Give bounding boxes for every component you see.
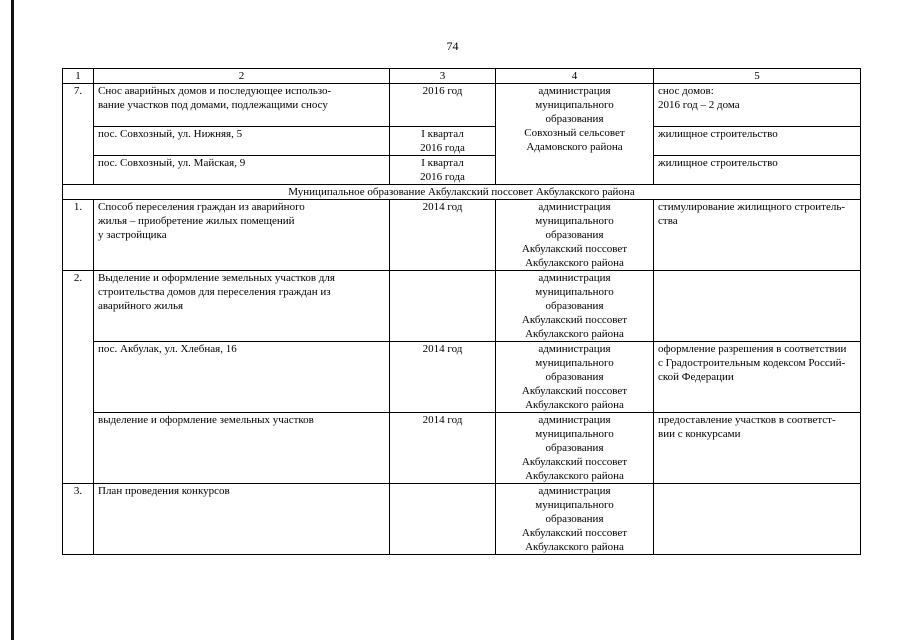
row-result: стимулирование жилищного строитель- ства (654, 200, 861, 271)
row-result: жилищное строительство (654, 156, 861, 185)
row-number: 7. (63, 84, 94, 185)
header-col-2: 2 (94, 69, 390, 84)
row-description: выделение и оформление земельных участков (94, 413, 390, 484)
row-responsible: администрация муниципального образования Акбулакский поссовет Акбулакского района (496, 200, 654, 271)
row-term: 2014 год (390, 342, 496, 413)
row-result: оформление разрешения в соответствии с Градостроительным кодексом Россий- ской Федерации (654, 342, 861, 413)
row-responsible: администрация муниципального образования Акбулакский поссовет Акбулакского района (496, 413, 654, 484)
row-term (390, 271, 496, 342)
row-description: Выделение и оформление земельных участков для строительства домов для переселения граждан из аварийного жилья (94, 271, 390, 342)
row-result (654, 271, 861, 342)
row-description: Снос аварийных домов и последующее использо- вание участков под домами, подлежащими сносу (94, 84, 390, 127)
table-row (63, 127, 861, 156)
row-description: Способ переселения граждан из аварийного жилья – приобретение жилых помещений у застройщика (94, 200, 390, 271)
header-col-4: 4 (496, 69, 654, 84)
row-result: предоставление участков в соответст- вии с конкурсами (654, 413, 861, 484)
program-table (62, 68, 861, 555)
row-responsible: администрация муниципального образования Совхозный сельсовет Адамовского района (496, 84, 654, 185)
row-description: пос. Совхозный, ул. Нижняя, 5 (94, 127, 390, 156)
row-result: снос домов: 2016 год – 2 дома (654, 84, 861, 127)
table-row (63, 156, 861, 185)
row-responsible: администрация муниципального образования Акбулакский поссовет Акбулакского района (496, 342, 654, 413)
row-term: 2016 год (390, 84, 496, 127)
section-row (63, 185, 861, 200)
row-responsible: администрация муниципального образования Акбулакский поссовет Акбулакского района (496, 484, 654, 555)
row-term: I квартал 2016 года (390, 156, 496, 185)
header-col-1: 1 (63, 69, 94, 84)
row-term: I квартал 2016 года (390, 127, 496, 156)
table-row (63, 271, 861, 342)
header-col-5: 5 (654, 69, 861, 84)
page-number: 74 (446, 39, 459, 53)
row-term: 2014 год (390, 413, 496, 484)
row-responsible: администрация муниципального образования Акбулакский поссовет Акбулакского района (496, 271, 654, 342)
row-term (390, 484, 496, 555)
table-row (63, 484, 861, 555)
header-row (63, 69, 861, 84)
section-title: Муниципальное образование Акбулакский поссовет Акбулакского района (63, 185, 861, 200)
table-row (63, 200, 861, 271)
table-row (63, 413, 861, 484)
table-row (63, 342, 861, 413)
row-description: пос. Акбулак, ул. Хлебная, 16 (94, 342, 390, 413)
row-result (654, 484, 861, 555)
row-result: жилищное строительство (654, 127, 861, 156)
scan-edge-line (11, 0, 14, 640)
row-description: пос. Совхозный, ул. Майская, 9 (94, 156, 390, 185)
row-term: 2014 год (390, 200, 496, 271)
header-col-3: 3 (390, 69, 496, 84)
row-number: 3. (63, 484, 94, 555)
row-number: 1. (63, 200, 94, 271)
row-description: План проведения конкурсов (94, 484, 390, 555)
table-row (63, 84, 861, 127)
row-number: 2. (63, 271, 94, 484)
